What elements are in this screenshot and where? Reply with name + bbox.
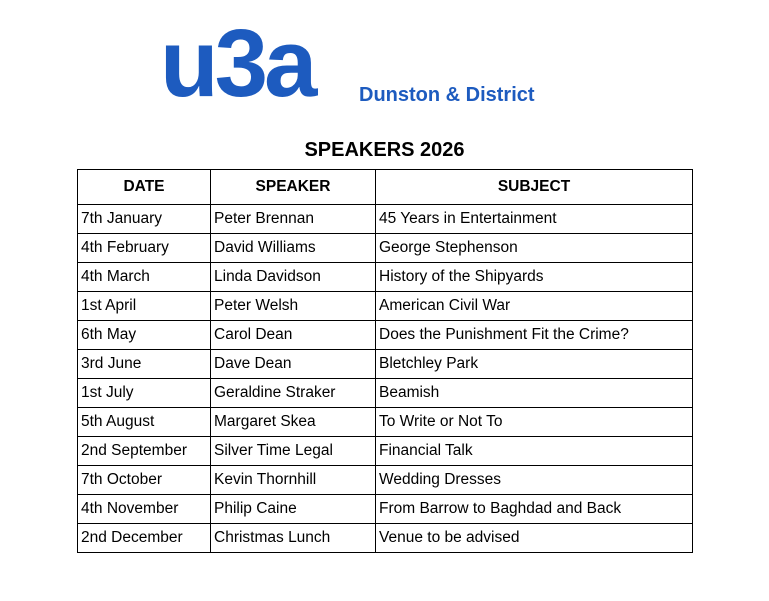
speaker-cell: Christmas Lunch [211, 524, 376, 553]
speaker-cell: David Williams [211, 234, 376, 263]
table-row [78, 408, 693, 437]
table-row [78, 437, 693, 466]
table-header-row [78, 170, 693, 205]
date-cell: 1st April [78, 292, 211, 321]
subject-cell: Bletchley Park [376, 350, 693, 379]
date-cell: 4th March [78, 263, 211, 292]
logo-subtitle: Dunston & District [359, 84, 535, 106]
table-row [78, 524, 693, 553]
table-row [78, 350, 693, 379]
subject-cell: 45 Years in Entertainment [376, 205, 693, 234]
speaker-cell: Silver Time Legal [211, 437, 376, 466]
speaker-cell: Linda Davidson [211, 263, 376, 292]
subject-cell: History of the Shipyards [376, 263, 693, 292]
header-subject: SUBJECT [376, 170, 693, 205]
subject-cell: Venue to be advised [376, 524, 693, 553]
speaker-cell: Peter Welsh [211, 292, 376, 321]
date-cell: 4th February [78, 234, 211, 263]
subject-cell: Financial Talk [376, 437, 693, 466]
table-row [78, 234, 693, 263]
table-row [78, 205, 693, 234]
speakers-table [77, 169, 693, 553]
subject-cell: From Barrow to Baghdad and Back [376, 495, 693, 524]
subject-cell: American Civil War [376, 292, 693, 321]
subject-cell: George Stephenson [376, 234, 693, 263]
date-cell: 4th November [78, 495, 211, 524]
subject-cell: Beamish [376, 379, 693, 408]
speaker-cell: Philip Caine [211, 495, 376, 524]
u3a-logo [160, 10, 560, 117]
table-row [78, 466, 693, 495]
table-row [78, 379, 693, 408]
header-date: DATE [78, 170, 211, 205]
header-speaker: SPEAKER [211, 170, 376, 205]
speaker-cell: Margaret Skea [211, 408, 376, 437]
date-cell: 7th October [78, 466, 211, 495]
speaker-cell: Dave Dean [211, 350, 376, 379]
table-row [78, 263, 693, 292]
speaker-cell: Kevin Thornhill [211, 466, 376, 495]
date-cell: 2nd September [78, 437, 211, 466]
date-cell: 3rd June [78, 350, 211, 379]
date-cell: 7th January [78, 205, 211, 234]
date-cell: 2nd December [78, 524, 211, 553]
speaker-cell: Peter Brennan [211, 205, 376, 234]
date-cell: 6th May [78, 321, 211, 350]
table-row [78, 321, 693, 350]
subject-cell: Does the Punishment Fit the Crime? [376, 321, 693, 350]
speaker-cell: Geraldine Straker [211, 379, 376, 408]
table-row [78, 495, 693, 524]
subject-cell: Wedding Dresses [376, 466, 693, 495]
date-cell: 1st July [78, 379, 211, 408]
subject-cell: To Write or Not To [376, 408, 693, 437]
speaker-cell: Carol Dean [211, 321, 376, 350]
page-title: SPEAKERS 2026 [304, 139, 465, 161]
table-row [78, 292, 693, 321]
logo-mark: u3a [160, 10, 314, 117]
date-cell: 5th August [78, 408, 211, 437]
